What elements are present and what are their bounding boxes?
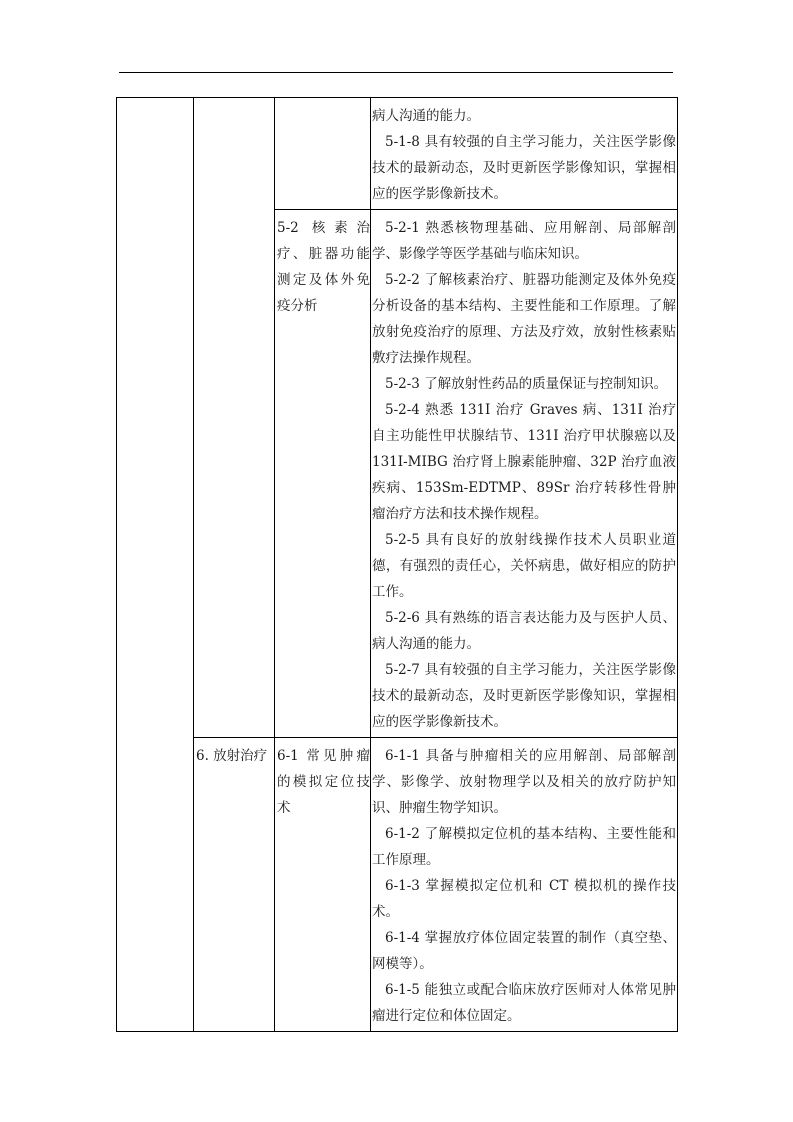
content-cell bbox=[275, 98, 371, 210]
requirement-item: 6-1-3 掌握模拟定位机和 CT 模拟机的操作技术。 bbox=[372, 878, 676, 920]
requirements-cell bbox=[371, 98, 678, 210]
requirement-item: 5-2-1 熟悉核物理基础、应用解剖、局部解剖学、影像学等医学基础与临床知识。 bbox=[372, 220, 676, 262]
requirement-item: 5-2-7 具有较强的自主学习能力，关注医学影像技术的最新动态，及时更新医学影像知识，掌握相应的医学影像新技术。 bbox=[372, 662, 676, 730]
requirement-item: 6-1-5 能独立或配合临床放疗医师对人体常见肿瘤进行定位和体位固定。 bbox=[372, 982, 676, 1024]
requirement-item: 病人沟通的能力。 bbox=[372, 108, 480, 124]
module-cell bbox=[117, 98, 194, 1032]
requirement-item: 5-2-2 了解核素治疗、脏器功能测定及体外免疫分析设备的基本结构、主要性能和工作原理。了解放射免疫治疗的原理、方法及疗效，放射性核素贴敷疗法操作规程。 bbox=[372, 272, 676, 366]
requirements-cell bbox=[371, 210, 678, 738]
content-cell bbox=[275, 738, 371, 1032]
requirement-item: 5-1-8 具有较强的自主学习能力，关注医学影像技术的最新动态，及时更新医学影像知识，掌握相应的医学影像新技术。 bbox=[372, 134, 676, 202]
requirements-cell bbox=[371, 738, 678, 1032]
requirement-item: 6-1-2 了解模拟定位机的基本结构、主要性能和工作原理。 bbox=[372, 826, 676, 868]
requirement-item: 5-2-4 熟悉 131I 治疗 Graves 病、131I 治疗自主功能性甲状腺结节、131I 治疗甲状腺癌以及 131I-MIBG 治疗肾上腺素能肿瘤、32P 治疗血液疾病、153Sm-EDTMP、89Sr 治疗转移性骨肿瘤治疗方法和技术操作规程。 bbox=[372, 402, 676, 522]
project-label: 6. 放射治疗 bbox=[196, 748, 268, 764]
content-label: 5-2 核素治疗、脏器功能测定及体外免疫分析 bbox=[277, 220, 370, 314]
requirement-item: 6-1-4 掌握放疗体位固定装置的制作（真空垫、网模等）。 bbox=[372, 930, 676, 972]
project-cell bbox=[194, 98, 275, 738]
curriculum-table bbox=[116, 97, 678, 1032]
requirement-item: 6-1-1 具备与肿瘤相关的应用解剖、局部解剖学、影像学、放射物理学以及相关的放疗防护知识、肿瘤生物学知识。 bbox=[372, 748, 676, 816]
requirement-item: 5-2-6 具有熟练的语言表达能力及与医护人员、病人沟通的能力。 bbox=[372, 610, 676, 652]
requirement-item: 5-2-3 了解放射性药品的质量保证与控制知识。 bbox=[385, 376, 668, 392]
table-row bbox=[117, 98, 678, 210]
content-label: 6-1 常见肿瘤的模拟定位技术 bbox=[277, 748, 370, 816]
header-rule bbox=[119, 72, 673, 73]
table-row bbox=[117, 738, 678, 1032]
content-cell bbox=[275, 210, 371, 738]
requirement-item: 5-2-5 具有良好的放射线操作技术人员职业道德，有强烈的责任心，关怀病患，做好相应的防护工作。 bbox=[372, 532, 676, 600]
project-cell bbox=[194, 738, 275, 1032]
